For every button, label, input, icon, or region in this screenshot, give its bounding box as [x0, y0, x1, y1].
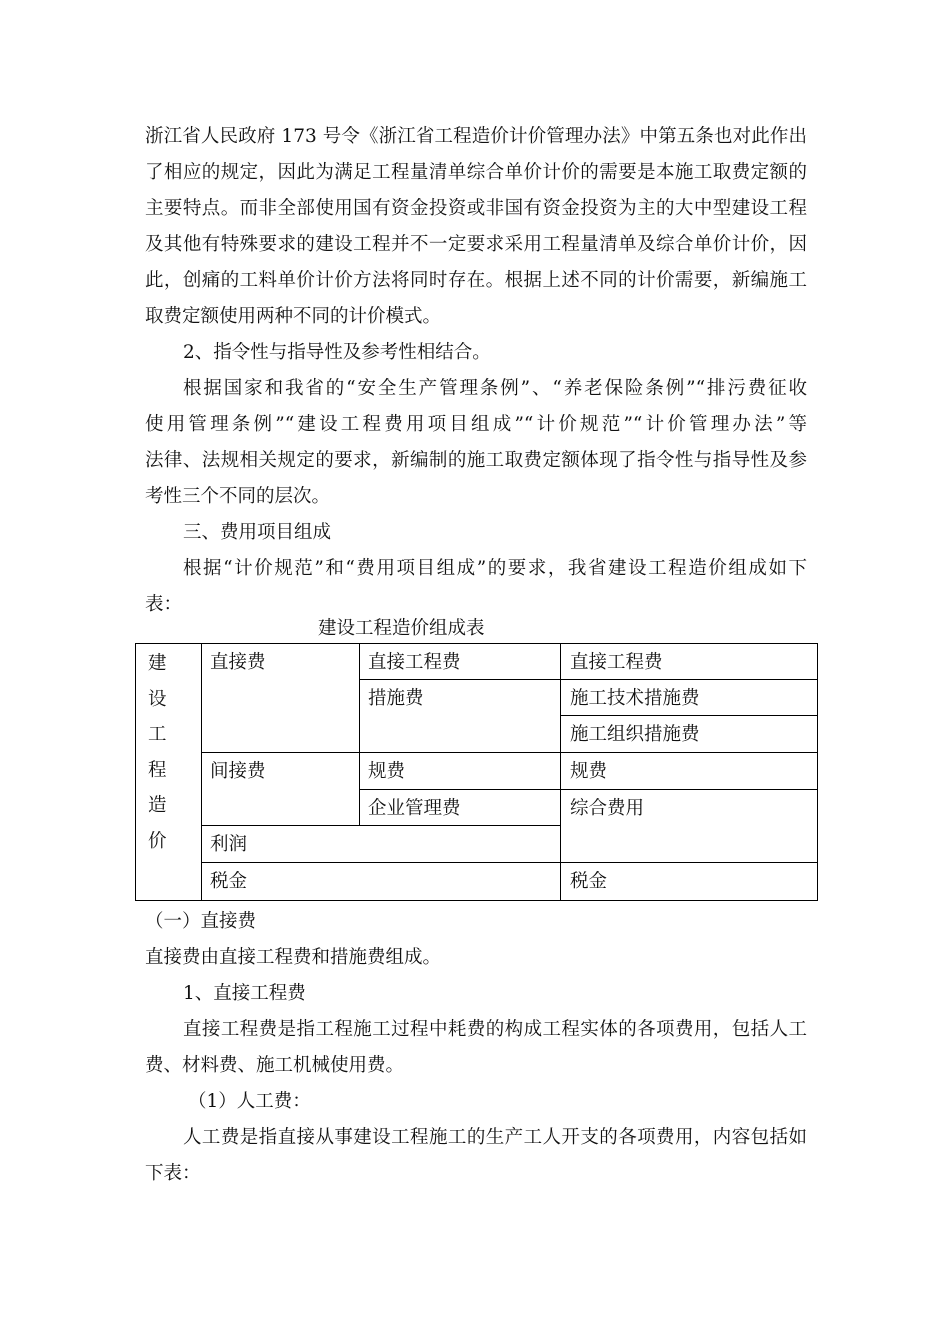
table-cell: 税金	[202, 863, 561, 901]
paragraph-line: 根据“计价规范”和“费用项目组成”的要求，我省建设工程造价组成如下	[183, 558, 807, 579]
section-heading: （1）人工费：	[188, 1091, 311, 1112]
section-heading: （一）直接费	[145, 911, 257, 932]
paragraph-line: 下表：	[145, 1163, 201, 1184]
paragraph-line: 使用管理条例”“建设工程费用项目组成”“计价规范”“计价管理办法”等	[145, 414, 807, 435]
paragraph-line: 此，创痛的工料单价计价方法将同时存在。根据上述不同的计价需要，新编施工	[145, 270, 807, 291]
root-char: 建	[148, 653, 167, 674]
table-cell: 直接工程费	[360, 644, 561, 680]
table-cell: 企业管理费	[360, 790, 561, 826]
paragraph-line: 表：	[145, 594, 183, 615]
table-cell: 措施费	[360, 680, 561, 753]
table-cell: 综合费用	[561, 790, 818, 863]
paragraph-line: 根据国家和我省的“安全生产管理条例”、“养老保险条例”“排污费征收	[183, 378, 807, 399]
table-cell: 直接费	[202, 644, 360, 753]
paragraph-line: 法律、法规相关规定的要求，新编制的施工取费定额体现了指令性与指导性及参	[145, 450, 807, 471]
root-char: 设	[148, 688, 167, 710]
section-heading: 2、指令性与指导性及参考性相结合。	[183, 342, 491, 363]
paragraph-line: 及其他有特殊要求的建设工程并不一定要求采用工程量清单及综合单价计价，因	[145, 234, 807, 255]
section-heading: 1、直接工程费	[183, 983, 306, 1004]
root-char: 造	[148, 795, 167, 816]
paragraph-line: 浙江省人民政府 173 号令《浙江省工程造价计价管理办法》中第五条也对此作出	[145, 126, 807, 147]
paragraph-line: 人工费是指直接从事建设工程施工的生产工人开支的各项费用，内容包括如	[183, 1127, 807, 1148]
table-cell: 规费	[360, 753, 561, 790]
cost-composition-table	[135, 643, 818, 901]
paragraph-line: 直接费由直接工程费和措施费组成。	[145, 947, 442, 968]
table-cell: 间接费	[202, 753, 360, 826]
paragraph-line: 主要特点。而非全部使用国有资金投资或非国有资金投资为主的大中型建设工程	[145, 198, 807, 219]
section-heading: 三、费用项目组成	[183, 522, 332, 543]
table-cell: 利润	[202, 826, 561, 863]
paragraph-line: 取费定额使用两种不同的计价模式。	[145, 306, 442, 327]
table-cell: 施工技术措施费	[561, 680, 818, 716]
root-char: 程	[148, 759, 167, 781]
table-root-cell	[136, 644, 202, 901]
table-caption: 建设工程造价组成表	[318, 618, 485, 639]
root-char: 价	[148, 830, 167, 852]
root-char: 工	[148, 724, 167, 745]
table-cell: 施工组织措施费	[561, 716, 818, 753]
paragraph-line: 费、材料费、施工机械使用费。	[145, 1055, 405, 1076]
paragraph-line: 考性三个不同的层次。	[145, 486, 331, 507]
paragraph-line: 了相应的规定，因此为满足工程量清单综合单价计价的需要是本施工取费定额的	[145, 162, 807, 183]
paragraph-line: 直接工程费是指工程施工过程中耗费的构成工程实体的各项费用，包括人工	[183, 1019, 807, 1040]
table-cell: 直接工程费	[561, 644, 818, 680]
table-cell: 规费	[561, 753, 818, 790]
table-cell: 税金	[561, 863, 818, 901]
